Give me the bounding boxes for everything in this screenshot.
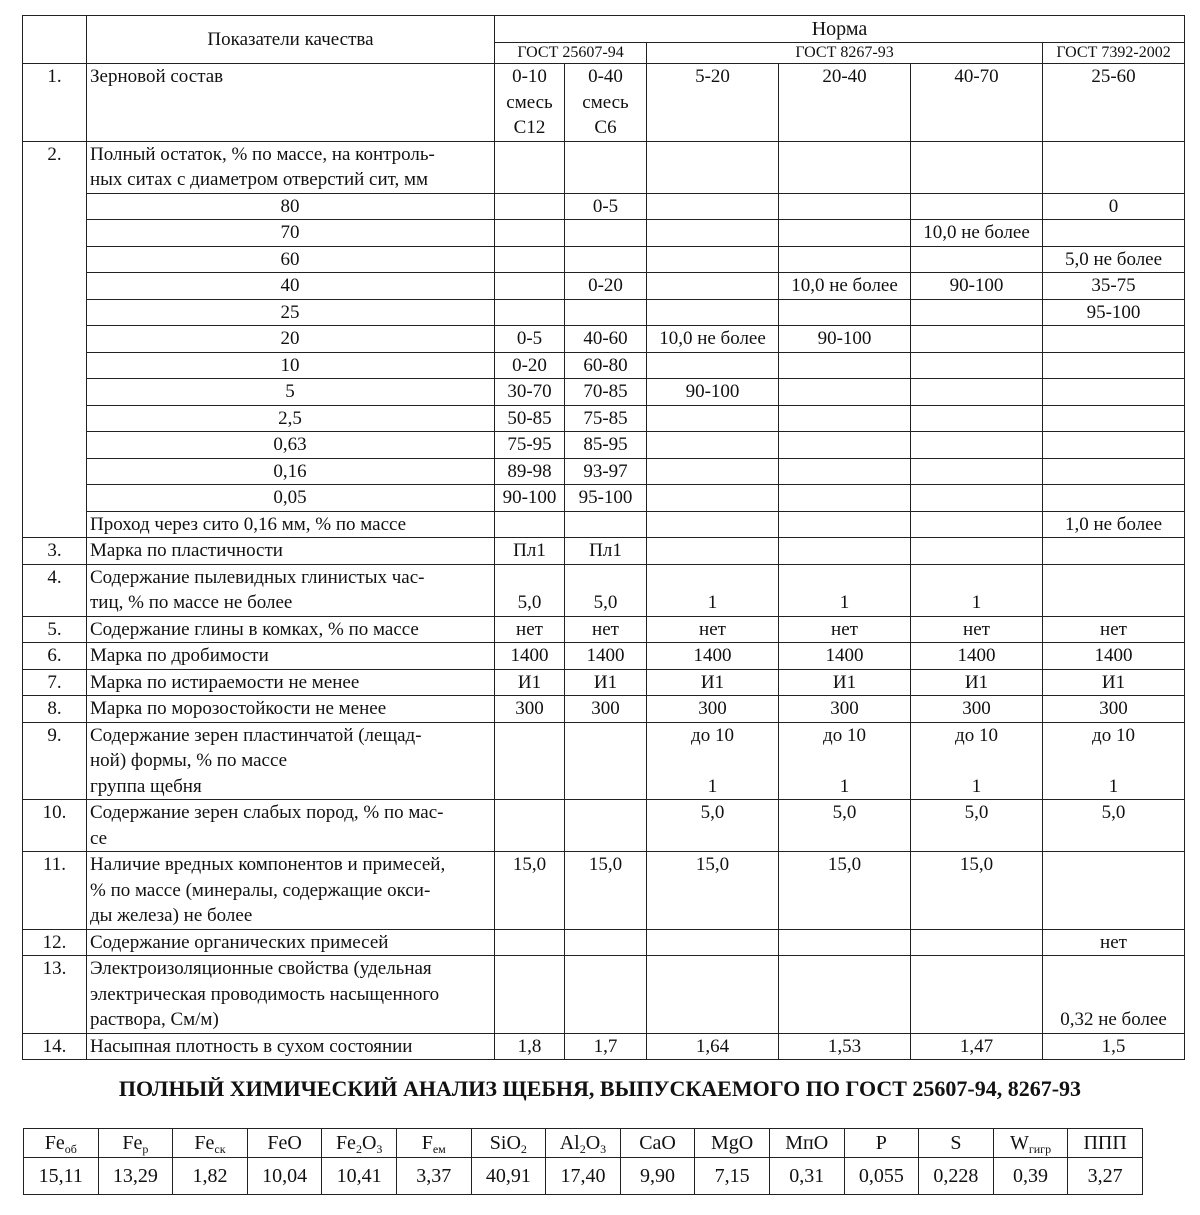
- chemical-header-row: [24, 1129, 1143, 1158]
- norm-value-cell: [647, 246, 779, 273]
- quality-norms-body: [23, 64, 1185, 1060]
- element-header: [173, 1129, 248, 1158]
- norm-value-cell: 1,0 не более: [1043, 511, 1185, 538]
- quality-indicators-header: Показатели качества: [87, 16, 495, 64]
- norm-value-cell: 30-70: [495, 379, 565, 406]
- norm-value-cell: [779, 511, 911, 538]
- row-number: 13.: [23, 956, 87, 1034]
- table-row: [23, 511, 1185, 538]
- indicator-label: Полный остаток, % по массе, на контроль- ных ситах с диаметром отверстий сит, мм: [87, 141, 495, 193]
- norm-value-cell: И1: [1043, 669, 1185, 696]
- norm-value-cell: 0-20: [495, 352, 565, 379]
- norm-value-cell: [647, 193, 779, 220]
- norm-value-cell: 0,32 не более: [1043, 956, 1185, 1034]
- element-header: [98, 1129, 173, 1158]
- norm-value-cell: 0-5: [565, 193, 647, 220]
- norm-value-cell: 1400: [779, 643, 911, 670]
- row-number: 3.: [23, 538, 87, 565]
- table-row: [23, 564, 1185, 616]
- element-header: [1068, 1129, 1143, 1158]
- norm-value-cell: 15,0: [911, 852, 1043, 930]
- row-number: 14.: [23, 1033, 87, 1060]
- element-header: [993, 1129, 1068, 1158]
- norm-value-cell: 300: [565, 696, 647, 723]
- norm-value-cell: 10,0 не более: [647, 326, 779, 353]
- sieve-size-label: 80: [87, 193, 495, 220]
- norm-value-cell: до 10 1: [911, 722, 1043, 800]
- sieve-size-label: 70: [87, 220, 495, 247]
- table-row: [23, 193, 1185, 220]
- element-symbol: O: [361, 1131, 377, 1154]
- norm-value-cell: 35-75: [1043, 273, 1185, 300]
- norm-value-cell: 0-20: [565, 273, 647, 300]
- indicator-label: Содержание пылевидных глинистых час- тиц, % по массе не более: [87, 564, 495, 616]
- indicator-label: Марка по истираемости не менее: [87, 669, 495, 696]
- element-header: [24, 1129, 99, 1158]
- norm-value-cell: [911, 956, 1043, 1034]
- norm-value-cell: [495, 246, 565, 273]
- table-row: [23, 326, 1185, 353]
- norm-value-cell: [565, 246, 647, 273]
- norm-value-cell: И1: [565, 669, 647, 696]
- norm-value-cell: 40-70: [911, 64, 1043, 142]
- norm-value-cell: 89-98: [495, 458, 565, 485]
- element-subscript: 2: [355, 1141, 362, 1156]
- norm-value-cell: [647, 485, 779, 512]
- norm-value-cell: [911, 352, 1043, 379]
- sieve-size-label: 0,05: [87, 485, 495, 512]
- norm-value-cell: [1043, 564, 1185, 616]
- table-row: [23, 405, 1185, 432]
- element-symbol: F: [421, 1131, 433, 1154]
- norm-value-cell: [911, 193, 1043, 220]
- norm-value-cell: до 10 1: [779, 722, 911, 800]
- norm-value-cell: [565, 956, 647, 1034]
- indicator-label: Марка по морозостойкости не менее: [87, 696, 495, 723]
- norm-value-cell: 5-20: [647, 64, 779, 142]
- table-row: [23, 538, 1185, 565]
- norm-value-cell: 1,64: [647, 1033, 779, 1060]
- element-value: 0,39: [993, 1158, 1068, 1195]
- element-symbol: SiO: [489, 1131, 521, 1154]
- table-row: [23, 273, 1185, 300]
- chemical-analysis-title: ПОЛНЫЙ ХИМИЧЕСКИЙ АНАЛИЗ ЩЕБНЯ, ВЫПУСКАЕМОГО ПО ГОСТ 25607-94, 8267-93: [118, 1076, 1082, 1101]
- element-value: 7,15: [695, 1158, 770, 1195]
- norm-value-cell: Пл1: [565, 538, 647, 565]
- table-row: [23, 1033, 1185, 1060]
- norm-value-cell: [495, 929, 565, 956]
- element-symbol: Fe: [44, 1131, 65, 1154]
- table-row: [23, 722, 1185, 800]
- element-header: [695, 1129, 770, 1158]
- norm-value-cell: до 10 1: [647, 722, 779, 800]
- norm-value-cell: [911, 511, 1043, 538]
- norm-value-cell: [647, 511, 779, 538]
- norm-value-cell: нет: [565, 616, 647, 643]
- element-value: 10,41: [322, 1158, 397, 1195]
- table-row: [23, 64, 1185, 142]
- element-symbol: MgO: [711, 1131, 754, 1154]
- norm-value-cell: 90-100: [495, 485, 565, 512]
- row-number: 2.: [23, 141, 87, 538]
- element-value: 40,91: [471, 1158, 546, 1195]
- indicator-label: Наличие вредных компонентов и примесей, % по массе (минералы, содержащие окси- ды железа) не более: [87, 852, 495, 930]
- norm-value-cell: 300: [647, 696, 779, 723]
- indicator-label: Содержание зерен пластинчатой (лещад- ной) формы, % по массе группа щебня: [87, 722, 495, 800]
- norm-value-cell: [779, 299, 911, 326]
- norm-value-cell: 1,53: [779, 1033, 911, 1060]
- element-subscript: 3: [600, 1141, 607, 1156]
- norm-value-cell: 300: [911, 696, 1043, 723]
- table-row: [23, 141, 1185, 193]
- norm-value-cell: 5,0: [1043, 800, 1185, 852]
- indicator-label: Марка по дробимости: [87, 643, 495, 670]
- norm-value-cell: Пл1: [495, 538, 565, 565]
- norm-value-cell: [495, 193, 565, 220]
- norm-value-cell: 50-85: [495, 405, 565, 432]
- norm-value-cell: [911, 326, 1043, 353]
- norm-value-cell: 1: [911, 564, 1043, 616]
- norm-value-cell: [1043, 326, 1185, 353]
- norm-value-cell: [911, 432, 1043, 459]
- table-row: [23, 956, 1185, 1034]
- norm-value-cell: [495, 800, 565, 852]
- table-row: [23, 299, 1185, 326]
- norm-value-cell: [565, 800, 647, 852]
- norm-value-cell: 75-85: [565, 405, 647, 432]
- norm-value-cell: 40-60: [565, 326, 647, 353]
- norm-value-cell: [565, 220, 647, 247]
- element-value: 15,11: [24, 1158, 99, 1195]
- element-symbol: Fe: [335, 1131, 356, 1154]
- norm-value-cell: 1400: [495, 643, 565, 670]
- table-row: [23, 432, 1185, 459]
- element-header: [396, 1129, 471, 1158]
- norm-value-cell: до 10 1: [1043, 722, 1185, 800]
- norm-value-cell: 15,0: [779, 852, 911, 930]
- norm-value-cell: [779, 246, 911, 273]
- row-number: 10.: [23, 800, 87, 852]
- norm-value-cell: [779, 352, 911, 379]
- element-subscript: гигр: [1028, 1141, 1052, 1156]
- element-value: 0,228: [919, 1158, 994, 1195]
- norm-value-cell: 1: [779, 564, 911, 616]
- element-header: [769, 1129, 844, 1158]
- element-subscript: 2: [520, 1141, 527, 1156]
- element-header: [844, 1129, 919, 1158]
- norm-value-cell: [1043, 458, 1185, 485]
- table-row: [23, 458, 1185, 485]
- norm-value-cell: [647, 299, 779, 326]
- norm-value-cell: 1400: [1043, 643, 1185, 670]
- indicator-label: Электроизоляционные свойства (удельная электрическая проводимость насыщенного раствора, См/м): [87, 956, 495, 1034]
- sieve-size-label: 40: [87, 273, 495, 300]
- indicator-label: Содержание органических примесей: [87, 929, 495, 956]
- norm-value-cell: [647, 352, 779, 379]
- row-number: 8.: [23, 696, 87, 723]
- sieve-size-label: 20: [87, 326, 495, 353]
- gost-header: ГОСТ 25607-94: [495, 43, 647, 64]
- norm-value-cell: 95-100: [1043, 299, 1185, 326]
- table-row: [23, 379, 1185, 406]
- norm-value-cell: [565, 929, 647, 956]
- norm-value-cell: 5,0: [647, 800, 779, 852]
- element-header: [620, 1129, 695, 1158]
- norm-value-cell: [779, 405, 911, 432]
- norm-value-cell: [911, 929, 1043, 956]
- indicator-label: Содержание глины в комках, % по массе: [87, 616, 495, 643]
- norm-value-cell: [779, 458, 911, 485]
- norm-value-cell: 20-40: [779, 64, 911, 142]
- norm-value-cell: [647, 273, 779, 300]
- element-header: [471, 1129, 546, 1158]
- quality-norms-table: [22, 15, 1185, 1060]
- norm-value-cell: И1: [495, 669, 565, 696]
- norm-value-cell: [911, 299, 1043, 326]
- element-value: 9,90: [620, 1158, 695, 1195]
- norm-value-cell: 1,8: [495, 1033, 565, 1060]
- norm-value-cell: нет: [647, 616, 779, 643]
- element-header: [247, 1129, 322, 1158]
- norm-value-cell: [1043, 852, 1185, 930]
- norm-value-cell: 0-10 смесь С12: [495, 64, 565, 142]
- norm-value-cell: 1: [647, 564, 779, 616]
- indicator-label: Зерновой состав: [87, 64, 495, 142]
- norm-value-cell: [1043, 220, 1185, 247]
- norm-value-cell: [495, 956, 565, 1034]
- row-number: 7.: [23, 669, 87, 696]
- sieve-size-label: 2,5: [87, 405, 495, 432]
- element-value: 0,31: [769, 1158, 844, 1195]
- norm-value-cell: [911, 379, 1043, 406]
- norm-value-cell: [495, 299, 565, 326]
- norm-value-cell: И1: [911, 669, 1043, 696]
- element-symbol: MпO: [785, 1131, 829, 1154]
- table-row: [23, 669, 1185, 696]
- norm-value-cell: И1: [647, 669, 779, 696]
- sieve-size-label: 0,16: [87, 458, 495, 485]
- norm-value-cell: 1400: [647, 643, 779, 670]
- element-symbol: O: [585, 1131, 601, 1154]
- norm-value-cell: 15,0: [565, 852, 647, 930]
- norm-value-cell: [779, 929, 911, 956]
- norm-value-cell: [495, 273, 565, 300]
- norm-value-cell: 5,0: [495, 564, 565, 616]
- norm-value-cell: [565, 511, 647, 538]
- norm-value-cell: 5,0 не более: [1043, 246, 1185, 273]
- row-number: 6.: [23, 643, 87, 670]
- gost-header: ГОСТ 8267-93: [647, 43, 1043, 64]
- element-value: 13,29: [98, 1158, 173, 1195]
- norm-value-cell: 15,0: [495, 852, 565, 930]
- norm-value-cell: 25-60: [1043, 64, 1185, 142]
- row-number: 1.: [23, 64, 87, 142]
- norm-value-cell: [1043, 352, 1185, 379]
- norm-value-cell: 1,47: [911, 1033, 1043, 1060]
- norm-value-cell: [911, 405, 1043, 432]
- norm-value-cell: [911, 538, 1043, 565]
- norm-value-cell: 95-100: [565, 485, 647, 512]
- norm-value-cell: [1043, 379, 1185, 406]
- norm-value-cell: [495, 722, 565, 800]
- norm-value-cell: [495, 511, 565, 538]
- norm-value-cell: 90-100: [779, 326, 911, 353]
- norm-value-cell: [1043, 538, 1185, 565]
- norm-value-cell: [911, 141, 1043, 193]
- table-row: [23, 352, 1185, 379]
- norm-value-cell: 70-85: [565, 379, 647, 406]
- element-subscript: 2: [579, 1141, 586, 1156]
- row-number: 12.: [23, 929, 87, 956]
- table-row: [23, 246, 1185, 273]
- norm-value-cell: [779, 432, 911, 459]
- norm-value-cell: И1: [779, 669, 911, 696]
- norm-value-cell: [779, 141, 911, 193]
- norm-value-cell: [911, 485, 1043, 512]
- norm-value-cell: 0-5: [495, 326, 565, 353]
- gost-header: ГОСТ 7392-2002: [1043, 43, 1185, 64]
- norm-value-cell: 85-95: [565, 432, 647, 459]
- norm-value-cell: [647, 458, 779, 485]
- norm-value-cell: 90-100: [647, 379, 779, 406]
- element-header: [919, 1129, 994, 1158]
- norm-value-cell: 15,0: [647, 852, 779, 930]
- indicator-label: Насыпная плотность в сухом состоянии: [87, 1033, 495, 1060]
- norm-value-cell: нет: [1043, 616, 1185, 643]
- element-value: 0,055: [844, 1158, 919, 1195]
- norm-value-cell: 5,0: [779, 800, 911, 852]
- element-value: 1,82: [173, 1158, 248, 1195]
- element-value: 3,27: [1068, 1158, 1143, 1195]
- chemical-analysis-table: [23, 1128, 1143, 1195]
- norm-value-cell: [647, 538, 779, 565]
- norm-value-cell: [647, 220, 779, 247]
- norm-value-cell: [1043, 141, 1185, 193]
- sieve-size-label: 5: [87, 379, 495, 406]
- norm-value-cell: 1400: [911, 643, 1043, 670]
- table-row: [23, 800, 1185, 852]
- norm-value-cell: нет: [495, 616, 565, 643]
- indicator-label: Содержание зерен слабых пород, % по мас- се: [87, 800, 495, 852]
- row-number: 5.: [23, 616, 87, 643]
- norm-value-cell: 10,0 не более: [779, 273, 911, 300]
- norm-value-cell: [779, 379, 911, 406]
- element-subscript: 3: [376, 1141, 383, 1156]
- element-value: 17,40: [546, 1158, 621, 1195]
- indicator-label: Марка по пластичности: [87, 538, 495, 565]
- norm-value-cell: 1,7: [565, 1033, 647, 1060]
- norm-value-cell: 5,0: [911, 800, 1043, 852]
- element-symbol: P: [875, 1131, 887, 1154]
- norm-value-cell: нет: [1043, 929, 1185, 956]
- element-value: 3,37: [396, 1158, 471, 1195]
- norm-value-cell: [495, 141, 565, 193]
- element-subscript: об: [64, 1141, 77, 1156]
- element-symbol: W: [1009, 1131, 1029, 1154]
- table-row: [23, 643, 1185, 670]
- norm-value-cell: 300: [779, 696, 911, 723]
- norm-value-cell: [1043, 485, 1185, 512]
- table-row: [23, 616, 1185, 643]
- norm-value-cell: [779, 485, 911, 512]
- norm-value-cell: [1043, 432, 1185, 459]
- norm-value-cell: 1,5: [1043, 1033, 1185, 1060]
- element-symbol: Fe: [122, 1131, 143, 1154]
- norm-value-cell: [495, 220, 565, 247]
- element-value: 10,04: [247, 1158, 322, 1195]
- element-symbol: Al: [559, 1131, 580, 1154]
- norm-value-cell: [565, 722, 647, 800]
- table-row: [23, 696, 1185, 723]
- element-subscript: р: [142, 1141, 149, 1156]
- norm-value-cell: [911, 246, 1043, 273]
- norm-value-cell: [1043, 405, 1185, 432]
- element-symbol: CaO: [639, 1131, 676, 1154]
- element-symbol: Fe: [194, 1131, 215, 1154]
- table-row: [23, 852, 1185, 930]
- norm-value-cell: 0: [1043, 193, 1185, 220]
- norm-value-cell: 60-80: [565, 352, 647, 379]
- norm-value-cell: [565, 141, 647, 193]
- norm-value-cell: 93-97: [565, 458, 647, 485]
- norm-value-cell: 300: [495, 696, 565, 723]
- norm-value-cell: 5,0: [565, 564, 647, 616]
- norm-value-cell: [647, 141, 779, 193]
- norm-value-cell: [647, 956, 779, 1034]
- element-symbol: S: [950, 1131, 962, 1154]
- table-row: [23, 220, 1185, 247]
- element-symbol: FeO: [267, 1131, 302, 1154]
- norm-value-cell: [779, 220, 911, 247]
- table-row: [23, 929, 1185, 956]
- norm-value-cell: 0-40 смесь С6: [565, 64, 647, 142]
- row-number: 11.: [23, 852, 87, 930]
- element-symbol: ППП: [1083, 1131, 1127, 1154]
- norm-value-cell: 10,0 не более: [911, 220, 1043, 247]
- sieve-size-label: 0,63: [87, 432, 495, 459]
- norm-value-cell: нет: [779, 616, 911, 643]
- element-subscript: ем: [432, 1141, 446, 1156]
- norm-value-cell: [647, 929, 779, 956]
- element-subscript: ск: [214, 1141, 226, 1156]
- norm-value-cell: [647, 432, 779, 459]
- norm-value-cell: нет: [911, 616, 1043, 643]
- norm-value-cell: [779, 956, 911, 1034]
- row-number: 4.: [23, 564, 87, 616]
- sieve-size-label: 60: [87, 246, 495, 273]
- table-row: [23, 485, 1185, 512]
- norm-value-cell: 300: [1043, 696, 1185, 723]
- element-header: [546, 1129, 621, 1158]
- sieve-size-label: 25: [87, 299, 495, 326]
- element-header: [322, 1129, 397, 1158]
- chemical-values-row: [24, 1158, 1143, 1195]
- norm-value-cell: 1400: [565, 643, 647, 670]
- sieve-size-label: 10: [87, 352, 495, 379]
- norm-value-cell: [779, 193, 911, 220]
- norm-value-cell: 90-100: [911, 273, 1043, 300]
- norm-value-cell: [911, 458, 1043, 485]
- norm-value-cell: [647, 405, 779, 432]
- norm-header: Норма: [495, 16, 1185, 43]
- row-number: 9.: [23, 722, 87, 800]
- indicator-label: Проход через сито 0,16 мм, % по массе: [87, 511, 495, 538]
- norm-value-cell: [779, 538, 911, 565]
- norm-value-cell: [565, 299, 647, 326]
- norm-value-cell: 75-95: [495, 432, 565, 459]
- header-corner-cell: [23, 16, 87, 64]
